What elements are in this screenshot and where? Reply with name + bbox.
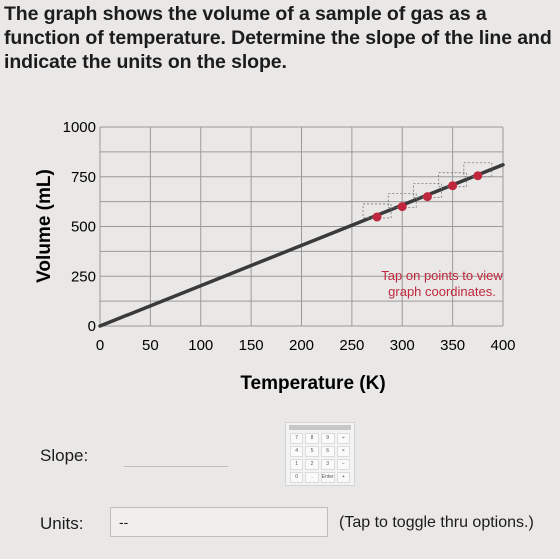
- data-point[interactable]: [373, 212, 382, 221]
- keypad-key[interactable]: 1: [290, 459, 303, 470]
- keypad-key[interactable]: 8: [305, 433, 318, 444]
- question-text: The graph shows the volume of a sample of gas as a function of temperature. Determine the slope of the line and indicate the units on the slope.: [4, 3, 552, 73]
- data-point[interactable]: [423, 192, 432, 201]
- data-point[interactable]: [448, 181, 457, 190]
- keypad-key[interactable]: +: [337, 472, 350, 483]
- data-point[interactable]: [398, 202, 407, 211]
- keypad-key[interactable]: 2: [305, 459, 318, 470]
- keypad-key[interactable]: 5: [305, 446, 318, 457]
- tap-hint-line-1: Tap on points to view: [381, 268, 503, 283]
- x-axis-label: Temperature (K): [240, 373, 386, 394]
- x-tick-label: 150: [238, 337, 264, 354]
- slope-input[interactable]: [124, 440, 228, 467]
- x-tick-label: 100: [188, 337, 214, 354]
- keypad-key[interactable]: ÷: [337, 433, 350, 444]
- data-point[interactable]: [473, 171, 482, 180]
- units-label: Units:: [40, 514, 84, 533]
- y-tick-label: 750: [70, 168, 96, 186]
- y-axis-label: Volume (mL): [34, 169, 55, 283]
- keypad-key[interactable]: Enter: [321, 472, 335, 483]
- units-hint: (Tap to toggle thru options.): [339, 514, 534, 531]
- x-tick-label: 250: [339, 337, 365, 354]
- keypad-key[interactable]: −: [337, 459, 350, 470]
- keypad-key[interactable]: 9: [321, 433, 335, 444]
- y-tick-label: 250: [70, 268, 96, 286]
- slope-label: Slope:: [40, 446, 89, 465]
- keypad-key[interactable]: ×: [337, 446, 350, 457]
- y-tick-label: 1000: [62, 119, 96, 136]
- volume-temperature-chart: [0, 105, 560, 405]
- x-tick-label: 50: [142, 337, 159, 354]
- y-tick-label: 0: [87, 318, 96, 335]
- keypad-title-bar: [289, 425, 351, 430]
- y-tick-label: 500: [70, 218, 96, 236]
- keypad-key[interactable]: 0: [290, 472, 303, 483]
- keypad-key[interactable]: 3: [321, 459, 335, 470]
- keypad-panel: [285, 422, 355, 486]
- tick-labels: [63, 119, 516, 354]
- x-tick-label: 300: [389, 337, 415, 354]
- x-tick-label: 400: [490, 337, 516, 354]
- tap-hint-line-2: graph coordinates.: [388, 284, 496, 299]
- keypad-key[interactable]: 7: [290, 433, 303, 444]
- keypad-key[interactable]: 6: [321, 446, 335, 457]
- keypad-key[interactable]: .: [305, 472, 318, 483]
- x-tick-label: 350: [440, 337, 466, 354]
- keypad-key[interactable]: 4: [290, 446, 303, 457]
- x-tick-label: 200: [288, 337, 315, 354]
- x-tick-label: 0: [95, 337, 105, 354]
- units-toggle[interactable]: --: [110, 507, 328, 537]
